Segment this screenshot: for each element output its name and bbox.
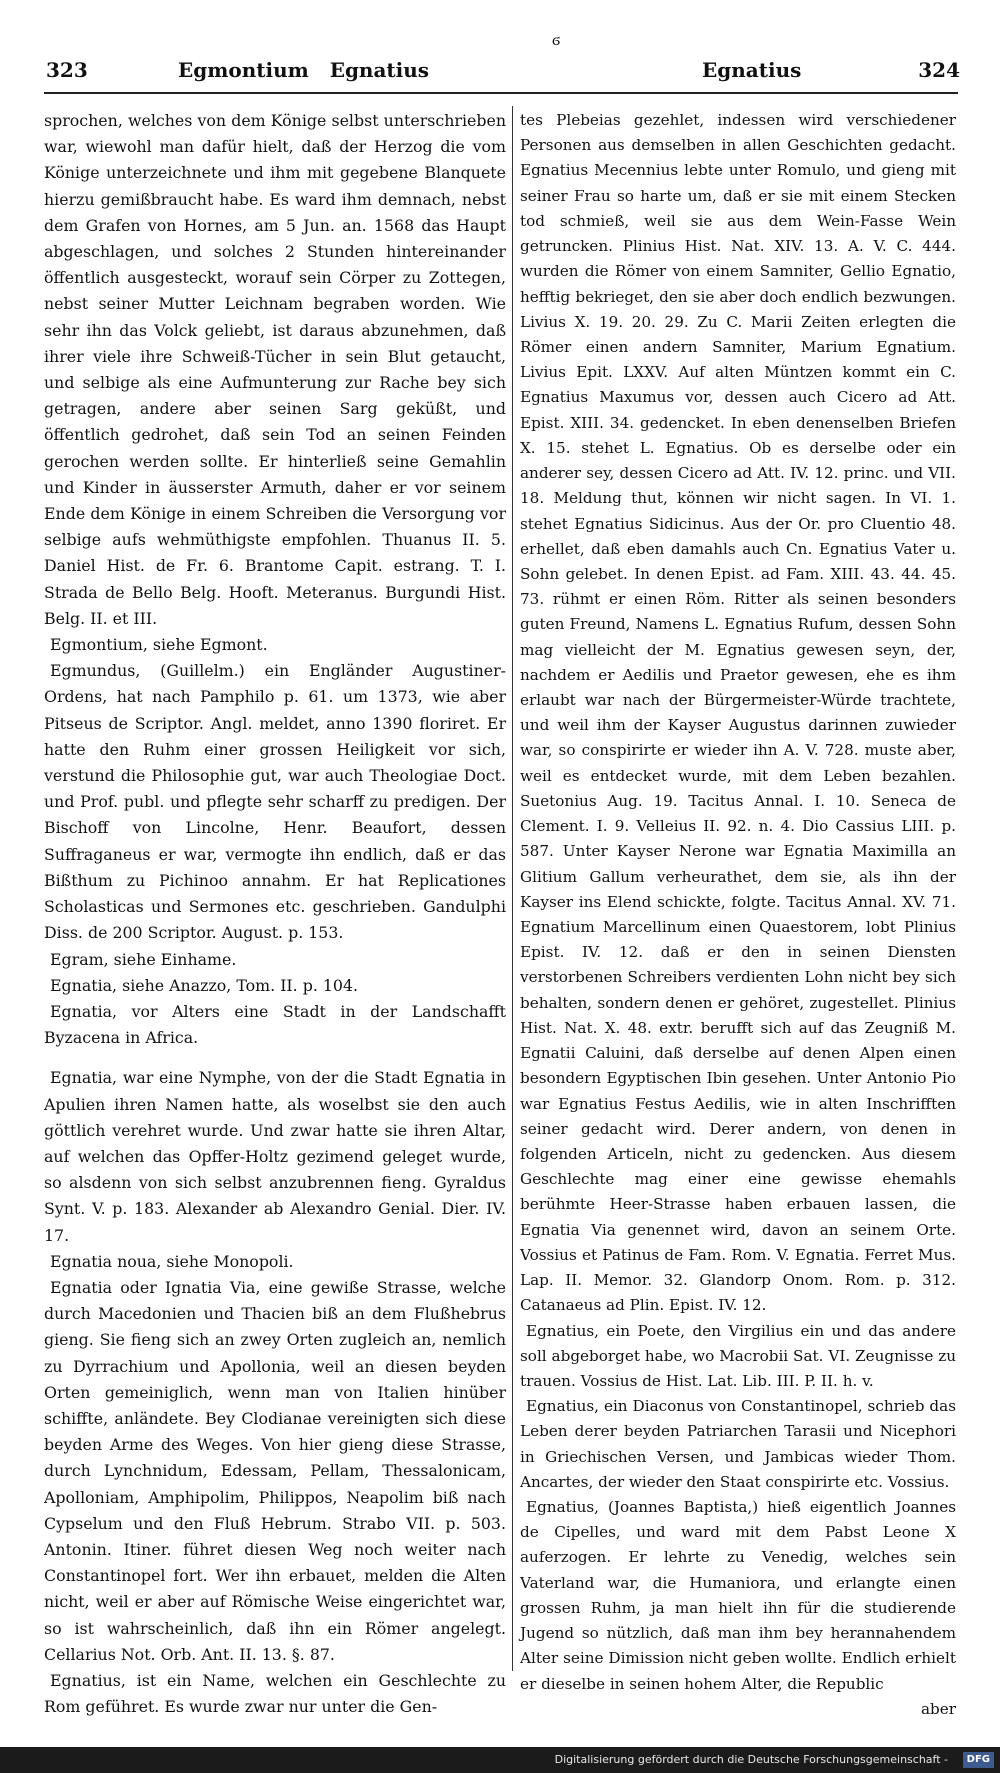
header-rule (44, 92, 958, 94)
running-head-left: Egmontium Egnatius (178, 58, 430, 82)
entry-egmontium: Egmontium, siehe Egmont. (50, 635, 268, 655)
page-number-left: 323 (46, 58, 88, 82)
column-divider (512, 106, 513, 1671)
entry-egnatius-diaconus: Egnatius, ein Diaconus von Constantinopel, schrieb das Leben derer beyden Patriarchen Tarasii und Nicephori in Griechischen Versen, und Jambicas wieder Thom. Ancartes, der wieder den Staat conspirirte etc. Vossius. (520, 1397, 956, 1491)
entry-egnatius-joannes-baptista: Egnatius, (Joannes Baptista,) hieß eigentlich Joannes de Cipelles, und ward mit dem Pabst Leone X auferzogen. Er lehrte zu Venedig, welches sein Vaterland war, die Humaniora, und erlangte einen grossen Ruhm, ja man hielt ihn für die studierende Jugend so nützlich, daß man ihm bey herannahendem Alter seine Dimission nicht geben wollte. Endlich erhielt er dieselbe in seinen hohem Alter, die Republic (520, 1498, 956, 1693)
entry-egmundus: Egmundus, (Guillelm.) ein Engländer Augustiner-Ordens, hat nach Pamphilo p. 61. um 1373, wie aber Pitseus de Scriptor. Angl. meldet, anno 1390 floriret. Er hatte den Ruhm einer grossen Heiligkeit vor sich, verstund die Philosophie gut, war auch Theologiae Doct. und Prof. publ. und pflegte sehr scharff zu predigen. Der Bischoff von Lincolne, Henr. Beaufort, dessen Suffraganeus er war, vermogte ihn endlich, daß er das Bißthum zu Pichinoo annahm. Er hat Replicationes Scholasticas und Sermones etc. geschrieben. Gandulphi Diss. de 200 Scriptor. August. p. 153. (44, 661, 506, 943)
entry-egnatius-poete: Egnatius, ein Poete, den Virgilius ein und das andere soll abgeborget habe, wo Macrobii Sat. VI. Zeugnisse zu trauen. Vossius de Hist. Lat. Lib. III. P. II. h. v. (520, 1321, 956, 1390)
right-column (520, 108, 956, 1722)
entry-egnatius-name: Egnatius, ist ein Name, welchen ein Geschlechte zu Rom geführet. Es wurde zwar nur unter die Gen- (44, 1670, 506, 1717)
running-head-right: Egnatius (702, 58, 802, 82)
left-column (44, 108, 506, 1720)
dfg-logo: DFG (963, 1752, 994, 1768)
entry-egnatia-nymphe: Egnatia, war eine Nymphe, von der die Stadt Egnatia in Apulien ihren Namen hatte, als woselbst sie den auch göttlich verehret wurde. Und zwar hatte sie ihren Altar, auf welchen das Opffer-Holtz gezimend geleget wurde, so alsdenn von sich selbst anzubrennen fieng. Gyraldus Synt. V. p. 183. Alexander ab Alexandro Genial. Dier. IV. 17. (44, 1068, 506, 1245)
footer-text: Digitalisierung gefördert durch die Deutsche Forschungsgemeinschaft - (554, 1753, 948, 1766)
entry-egnatia-byzacena: Egnatia, vor Alters eine Stadt in der Landschafft Byzacena in Africa. (44, 1001, 506, 1048)
entry-egnatia-anazzo: Egnatia, siehe Anazzo, Tom. II. p. 104. (50, 975, 359, 995)
entry-egmont-continued: sprochen, welches von dem Könige selbst unterschrieben war, wiewohl man dafür hielt, daß der Herzog die vom Könige unterzeichnete und ihm mit gegebene Blanquete hierzu gemißbraucht habe. Es ward ihm demnach, nebst dem Grafen von Hornes, am 5 Jun. an. 1568 das Haupt abgeschlagen, und solches 2 Stunden hintereinander öffentlich ausgesteckt, worauf sein Cörper zu Zottegen, nebst seiner Mutter Leichnam begraben worden. Wie sehr ihn das Volck geliebt, ist daraus abzunehmen, daß ihrer viele ihre Schweiß-Tücher in sein Blut getaucht, und selbige als eine Aufmunterung zur Rache bey sich getragen, andere aber seinen Sarg geküßt, und öffentlich gedrohet, daß sein Tod an seinen Feinden gerochen werden sollte. Er hinterließ seine Gemahlin und Kinder in äusserster Armuth, daher er vor seinem Ende dem Könige in einem Schreiben die Versorgung vor selbige aufs wehmüthigste empfohlen. Thuanus II. 5. Daniel Hist. de Fr. 6. Brantome Capit. estrang. T. I. Strada de Bello Belg. Hooft. Meteranus. Burgundi Hist. Belg. II. et III. (44, 111, 506, 628)
catchword: aber (920, 1699, 956, 1718)
entry-egnatius-name-continued: tes Plebeias gezehlet, indessen wird verschiedener Personen aus demselben in allen Geschichten gedacht. Egnatius Mecennius lebte unter Romulo, und gieng mit seiner Frau so harte um, daß er sie mit einem Stecken tod schmieß, weil sie aus dem Wein-Fasse Wein getruncken. Plinius Hist. Nat. XIV. 13. A. V. C. 444. wurden die Römer von einem Samniter, Gellio Egnatio, hefftig bekrieget, den sie aber doch endlich bezwungen. Livius X. 19. 20. 29. Zu C. Marii Zeiten erlegten die Römer einen andern Samniter, Marium Egnatium. Livius Epit. LXXV. Auf alten Müntzen kommt ein C. Egnatius Maxumus vor, dessen auch Cicero ad Att. Epist. XIII. 34. gedencket. In eben denenselben Briefen X. 15. stehet L. Egnatius. Ob es derselbe oder ein anderer sey, dessen Cicero ad Att. IV. 12. princ. und VII. 18. Meldung thut, können wir nicht sagen. In VI. 1. stehet Egnatius Sidicinus. Aus der Or. pro Cluentio 48. erhellet, daß eben damahls auch Cn. Egnatius Vater u. Sohn gelebet. In denen Epist. ad Fam. XIII. 43. 44. 45. 73. rühmt er einen Röm. Ritter als seinen besonders guten Freund, Namens L. Egnatius Rufum, dessen Sohn mag vielleicht der M. Egnatius gewesen seyn, der, nachdem er Aedilis und Praetor gewesen, ehe es ihm erlaubt war nach der Bürgermeister-Würde trachtete, und weil ihm der Kayser Augustus darinnen zuwieder war, so conspirirte er wieder ihn A. V. 728. muste aber, weil es entdecket wurde, mit dem Leben bezahlen. Suetonius Aug. 19. Tacitus Annal. I. 10. Seneca de Clement. I. 9. Velleius II. 92. n. 4. Dio Cassius LIII. p. 587. Unter Kayser Nerone war Egnatia Maximilla an Glitium Gallum verheurathet, dem sie, als ihn der Kayser ins Elend schickte, folgte. Tacitus Annal. XV. 71. Egnatium Marcellinum einen Quaestorem, lobt Plinius Epist. IV. 12. daß er den in seinen Diensten verstorbenen Schreibers verdienten Lohn nicht bey sich behalten, sondern denen er gehöret, zugestellet. Plinius Hist. Nat. X. 48. extr. berufft sich auf das Zeugniß M. Egnatii Caluini, daß derselbe auf denen Alpen einen besondern Egyptischen Ibin gesehen. Unter Antonio Pio war Egnatius Festus Aedilis, wie in alten Inschrifften seiner gedacht wird. Derer andern, von denen in folgenden Articeln, nicht zu gedencken. Aus diesem Geschlechte mag einer eine gewisse ehemahls berühmte Heer-Strasse haben erbauen lassen, die Egnatia Via genennet wird, davon an seinem Orte. Vossius et Patinus de Fam. Rom. V. Egnatia. Ferret Mus. Lap. II. Memor. 32. Glandorp Onom. Rom. p. 312. Catanaeus ad Plin. Epist. IV. 12. (520, 111, 956, 1315)
spacer (44, 1051, 506, 1065)
entry-egram: Egram, siehe Einhame. (50, 949, 237, 969)
top-mark: ϭ (552, 30, 561, 49)
digitization-footer (0, 1747, 1000, 1773)
page-number-right: 324 (918, 58, 960, 82)
entry-egnatia-noua: Egnatia noua, siehe Monopoli. (50, 1251, 294, 1271)
entry-egnatia-via: Egnatia oder Ignatia Via, eine gewiße Strasse, welche durch Macedonien und Thacien biß an dem Flußhebrus gieng. Sie fieng sich an zwey Orten zugleich an, nemlich zu Dyrrachium und Apollonia, weil an diesen beyden Orten gemeiniglich, wenn man von Italien hinüber schiffte, anländete. Bey Clodianae vereinigten sich diese beyden Arme des Weges. Von hier gieng diese Strasse, durch Lynchnidum, Edessam, Pellam, Thessalonicam, Apolloniam, Amphipolim, Philippos, Neapolim biß nach Cypselum und den Fluß Hebrum. Strabo VII. p. 503. Antonin. Itiner. führet diesen Weg noch weiter nach Constantinopel fort. Wer ihn erbauet, melden die Alten nicht, weil er aber auf Römische Weise eingerichtet war, so ist wahrscheinlich, daß ihn ein Römer angelegt. Cellarius Not. Orb. Ant. II. 13. §. 87. (44, 1277, 506, 1664)
